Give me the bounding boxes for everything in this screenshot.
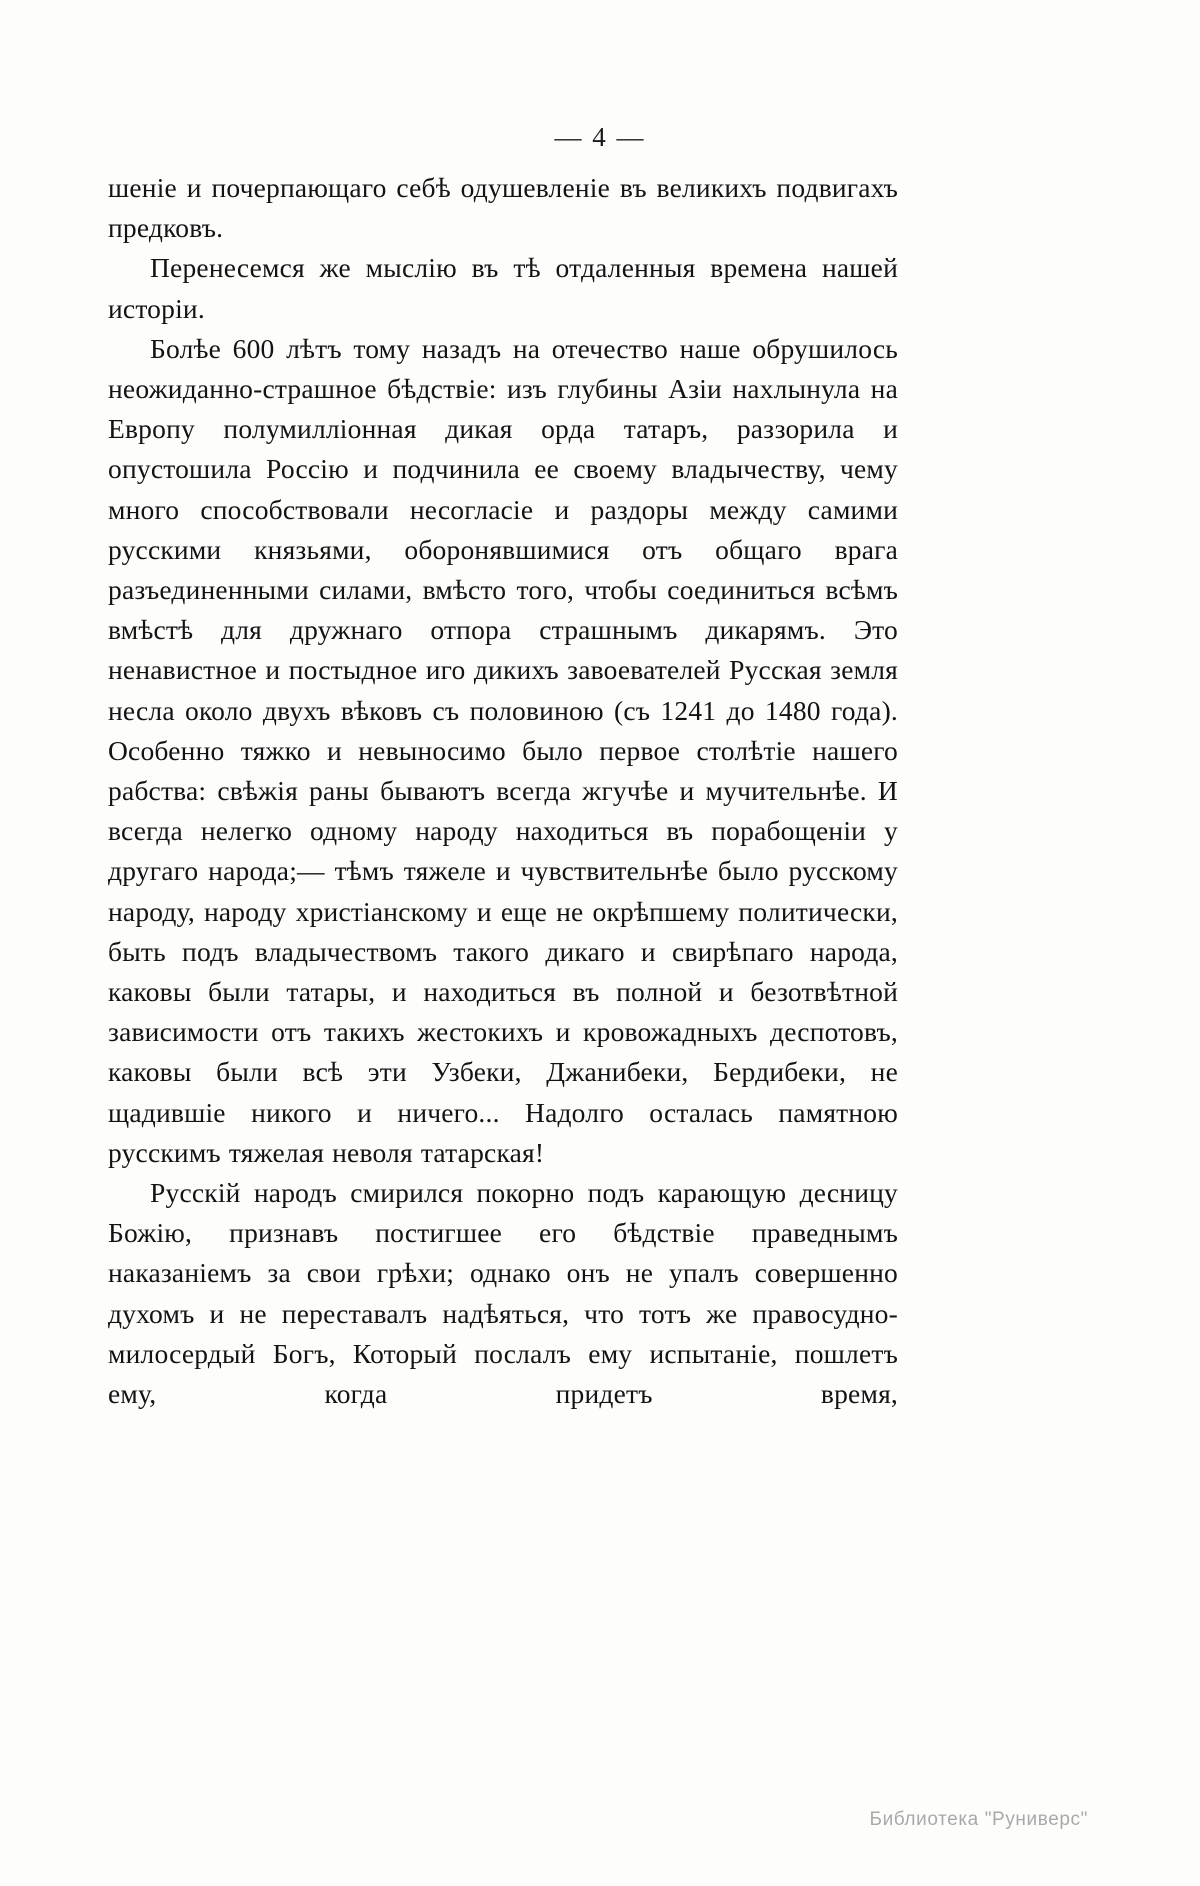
library-watermark: Библиотека "Руниверс" <box>869 1809 1088 1830</box>
paragraph-3: Болѣе 600 лѣтъ тому назадъ на отечество наше обрушилось неожиданно-страшное бѣдствіе: изъ глубины Азіи нахлынула на Европу полумилліонная дикая орда татаръ, раззорила и опустошила Россію и подчинила ее своему владычеству, чему много способствовали несогласіе и раздоры между самими русскими князьями, оборонявшимися отъ общаго врага разъединенными силами, вмѣсто того, чтобы соединиться всѣмъ вмѣстѣ для дружнаго отпора страшнымъ дикарямъ. Это ненавистное и постыдное иго дикихъ завоевателей Русская земля несла около двухъ вѣковъ съ половиною (съ 1241 до 1480 года). Особенно тяжко и невыносимо было первое столѣтіе нашего рабства: свѣжія раны бываютъ всегда жгучѣе и мучительнѣе. И всегда нелегко одному народу находиться въ порабощеніи у другаго народа;— тѣмъ тяжеле и чувствительнѣе было русскому народу, народу христіанскому и еще не окрѣпшему политически, быть подъ владычествомъ такого дикаго и свирѣпаго народа, каковы были татары, и находиться въ полной и безотвѣтной зависимости отъ такихъ жестокихъ и кровожадныхъ деспотовъ, каковы были всѣ эти Узбеки, Джанибеки, Бердибеки, не щадившіе никого и ничего... Надолго осталась памятною русскимъ тяжелая неволя татарская! <box>108 332 898 1168</box>
paragraph-2: Перенесемся же мыслію въ тѣ отдаленныя времена нашей исторіи. <box>108 252 898 324</box>
page-number <box>0 122 1200 153</box>
paragraph-4: Русскій народъ смирился покорно подъ карающую десницу Божію, признавъ постигшее его бѣдствіе праведнымъ наказаніемъ за свои грѣхи; однако онъ не упалъ совершенно духомъ и не переставалъ надѣяться, что тотъ же правосудно-милосердый Богъ, Который послалъ ему испытаніе, пошлетъ ему, когда придетъ время, <box>108 1177 898 1410</box>
page-number-text: — 4 — <box>554 122 646 152</box>
page-body-text <box>108 168 898 1414</box>
paragraph-1: шеніе и почерпающаго себѣ одушевленіе въ великихъ подвигахъ предковъ. <box>108 172 898 244</box>
